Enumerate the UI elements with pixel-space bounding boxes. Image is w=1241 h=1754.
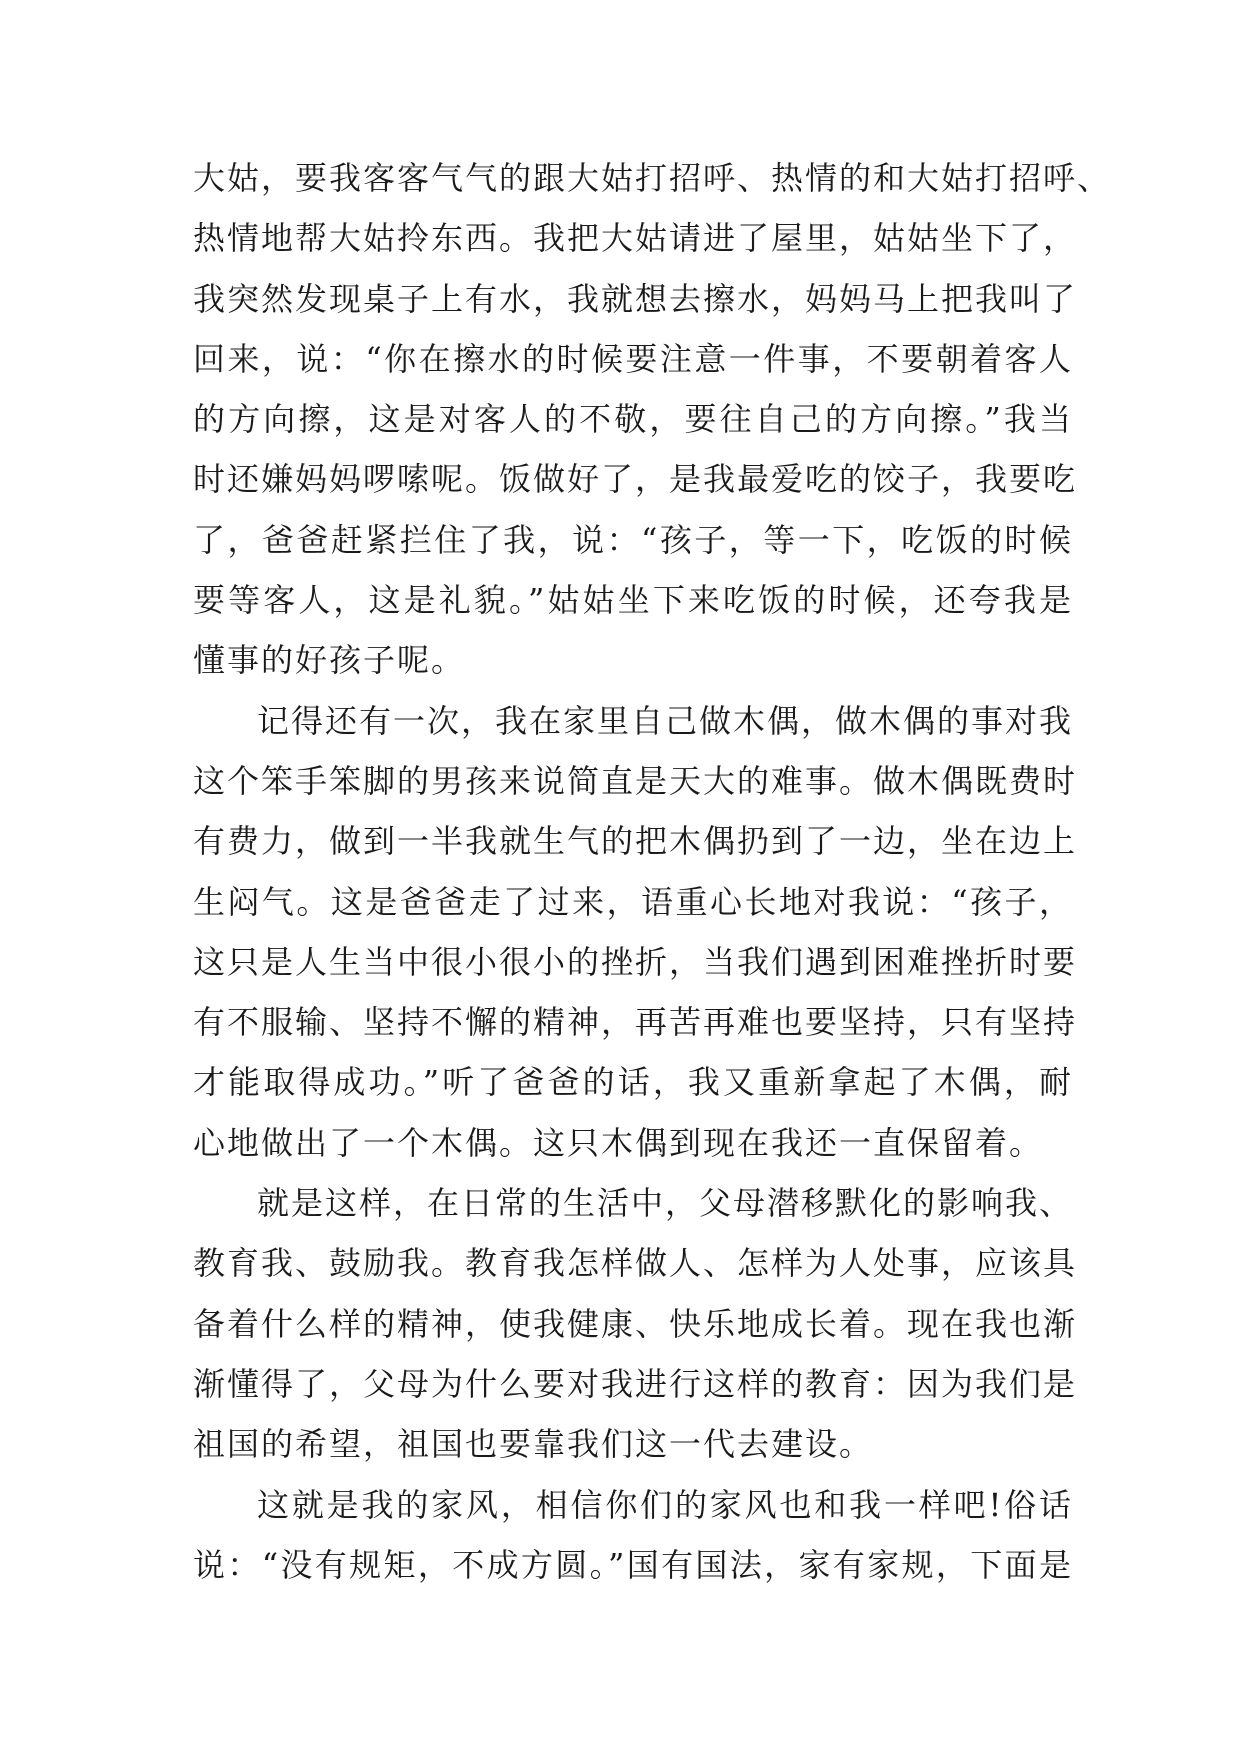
text-line: 懂事的好孩子呢。 <box>193 641 466 680</box>
text-line: 时还嫌妈妈啰嗦呢。饭做好了，是我最爱吃的饺子，我要吃 <box>193 460 1078 499</box>
text-line: 要等客人，这是礼貌。”姑姑坐下来吃饭的时候，还夸我是 <box>193 581 1073 620</box>
text-line: 大姑，要我客客气气的跟大姑打招呼、热情的和大姑打招呼、 <box>193 159 1112 197</box>
text-line: 有费力，做到一半我就生气的把木偶扔到了一边，坐在边上 <box>193 822 1078 861</box>
body-text <box>193 148 1112 1595</box>
text-line: 有不服输、坚持不懈的精神，再苦再难也要坚持，只有坚持 <box>193 1003 1078 1042</box>
text-line: 才能取得成功。”听了爸爸的话，我又重新拿起了木偶，耐 <box>193 1063 1073 1102</box>
text-line: 热情地帮大姑拎东西。我把大姑请进了屋里，姑姑坐下了， <box>193 219 1078 258</box>
text-line: 生闷气。这是爸爸走了过来，语重心长地对我说：“孩子， <box>193 882 1073 921</box>
text-line: 了，爸爸赶紧拦住了我，说：“孩子，等一下，吃饭的时候 <box>193 520 1073 559</box>
text-line: 回来，说：“你在擦水的时候要注意一件事，不要朝着客人 <box>193 339 1073 378</box>
text-line: 这个笨手笨脚的男孩来说简直是天大的难事。做木偶既费时 <box>193 761 1078 800</box>
text-line: 的方向擦，这是对客人的不敬，要往自己的方向擦。”我当 <box>193 400 1073 439</box>
text-line: 渐懂得了，父母为什么要对我进行这样的教育：因为我们是 <box>193 1364 1078 1403</box>
text-line: 祖国的希望，祖国也要靠我们这一代去建设。 <box>193 1425 874 1464</box>
text-line: 心地做出了一个木偶。这只木偶到现在我还一直保留着。 <box>193 1123 1044 1162</box>
text-line: 这就是我的家风，相信你们的家风也和我一样吧!俗话 <box>257 1485 1073 1524</box>
text-line: 备着什么样的精神，使我健康、快乐地成长着。现在我也渐 <box>193 1304 1078 1343</box>
text-line: 这只是人生当中很小很小的挫折，当我们遇到困难挫折时要 <box>193 942 1078 981</box>
text-line: 说：“没有规矩，不成方圆。”国有国法，家有家规，下面是 <box>193 1545 1073 1584</box>
text-line: 教育我、鼓励我。教育我怎样做人、怎样为人处事，应该具 <box>193 1244 1078 1283</box>
text-line: 我突然发现桌子上有水，我就想去擦水，妈妈马上把我叫了 <box>193 279 1078 318</box>
text-line: 就是这样，在日常的生活中，父母潜移默化的影响我、 <box>257 1184 1074 1223</box>
text-line: 记得还有一次，我在家里自己做木偶，做木偶的事对我 <box>257 701 1074 740</box>
